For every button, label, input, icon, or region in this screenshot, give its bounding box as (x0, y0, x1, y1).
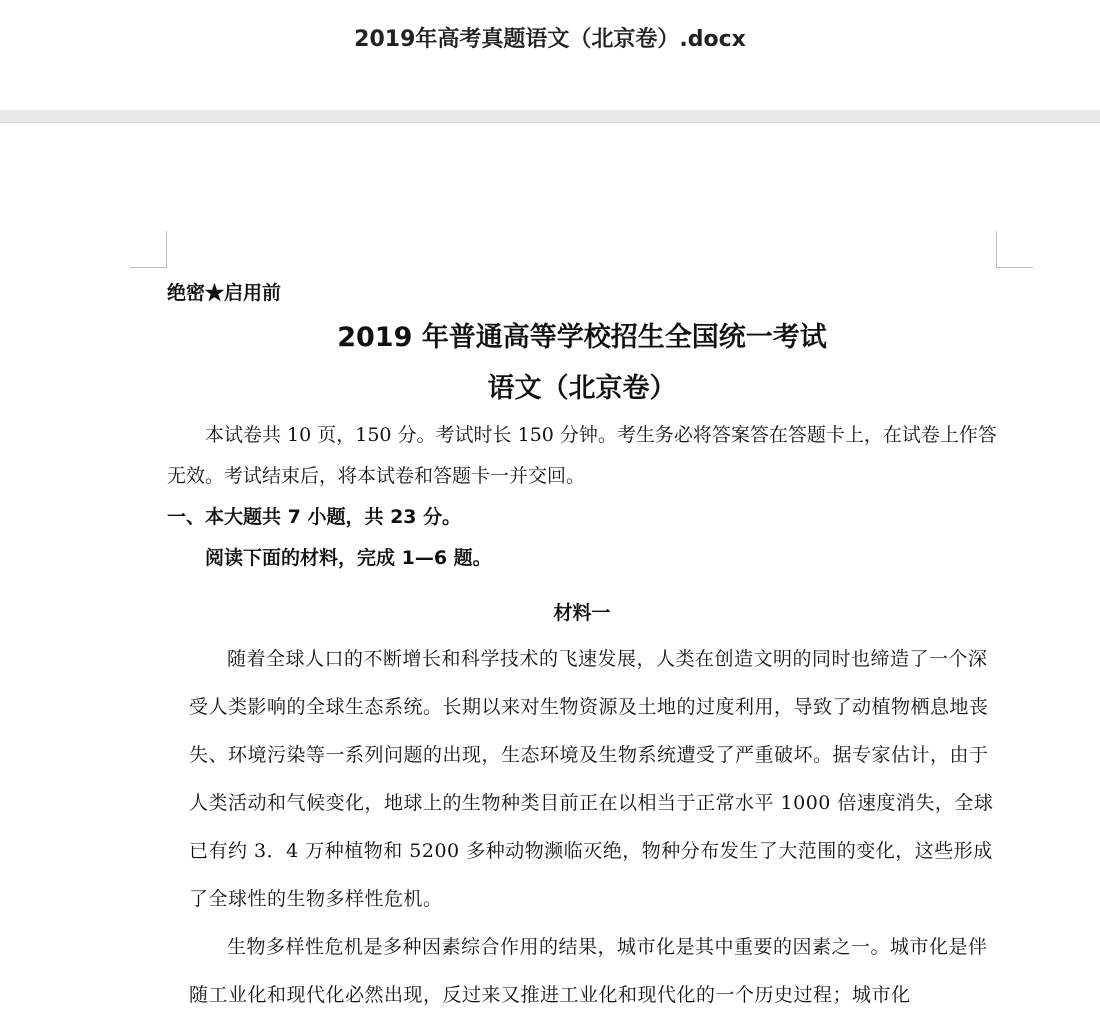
secret-label: 绝密★启用前 (167, 282, 282, 304)
section-heading: 一、本大题共 7 小题，共 23 分。 (167, 506, 462, 528)
document-body (167, 273, 997, 1019)
instruction-text: 阅读下面的材料，完成 1—6 题。 (205, 547, 492, 569)
document-page (0, 123, 1100, 1006)
material-heading: 材料一 (553, 602, 611, 624)
intro-paragraph: 本试卷共 10 页，150 分。考试时长 150 分钟。考生务必将答案答在答题卡上，在试卷上作答无效。考试结束后，将本试卷和答题卡一并交回。 (167, 424, 997, 487)
exam-subtitle: 语文（北京卷） (487, 373, 677, 404)
body-paragraph: 生物多样性危机是多种因素综合作用的结果，城市化是其中重要的因素之一。城市化是伴随工业化和现代化必然出现，反过来又推进工业化和现代化的一个历史过程；城市化 (189, 936, 988, 1006)
exam-title: 2019 年普通高等学校招生全国统一考试 (337, 322, 827, 353)
title-bar (0, 0, 1100, 110)
body-paragraph: 随着全球人口的不断增长和科学技术的飞速发展，人类在创造文明的同时也缔造了一个深受人类影响的全球生态系统。长期以来对生物资源及土地的过度利用，导致了动植物栖息地丧失、环境污染等一系列问题的出现，生态环境及生物系统遭受了严重破坏。据专家估计，由于人类活动和气候变化，地球上的生物种类目前正在以相当于正常水平 1000 倍速度消失，全球已有约 3．4 万种植物和 5200 多种动物濒临灭绝，物种分布发生了大范围的变化，这些形成了全球性的生物多样性危机。 (189, 648, 994, 910)
document-title: 2019年高考真题语文（北京卷）.docx (354, 27, 746, 52)
page-separator (0, 110, 1100, 123)
margin-corner-top-right (996, 231, 1033, 268)
margin-corner-top-left (130, 231, 167, 268)
